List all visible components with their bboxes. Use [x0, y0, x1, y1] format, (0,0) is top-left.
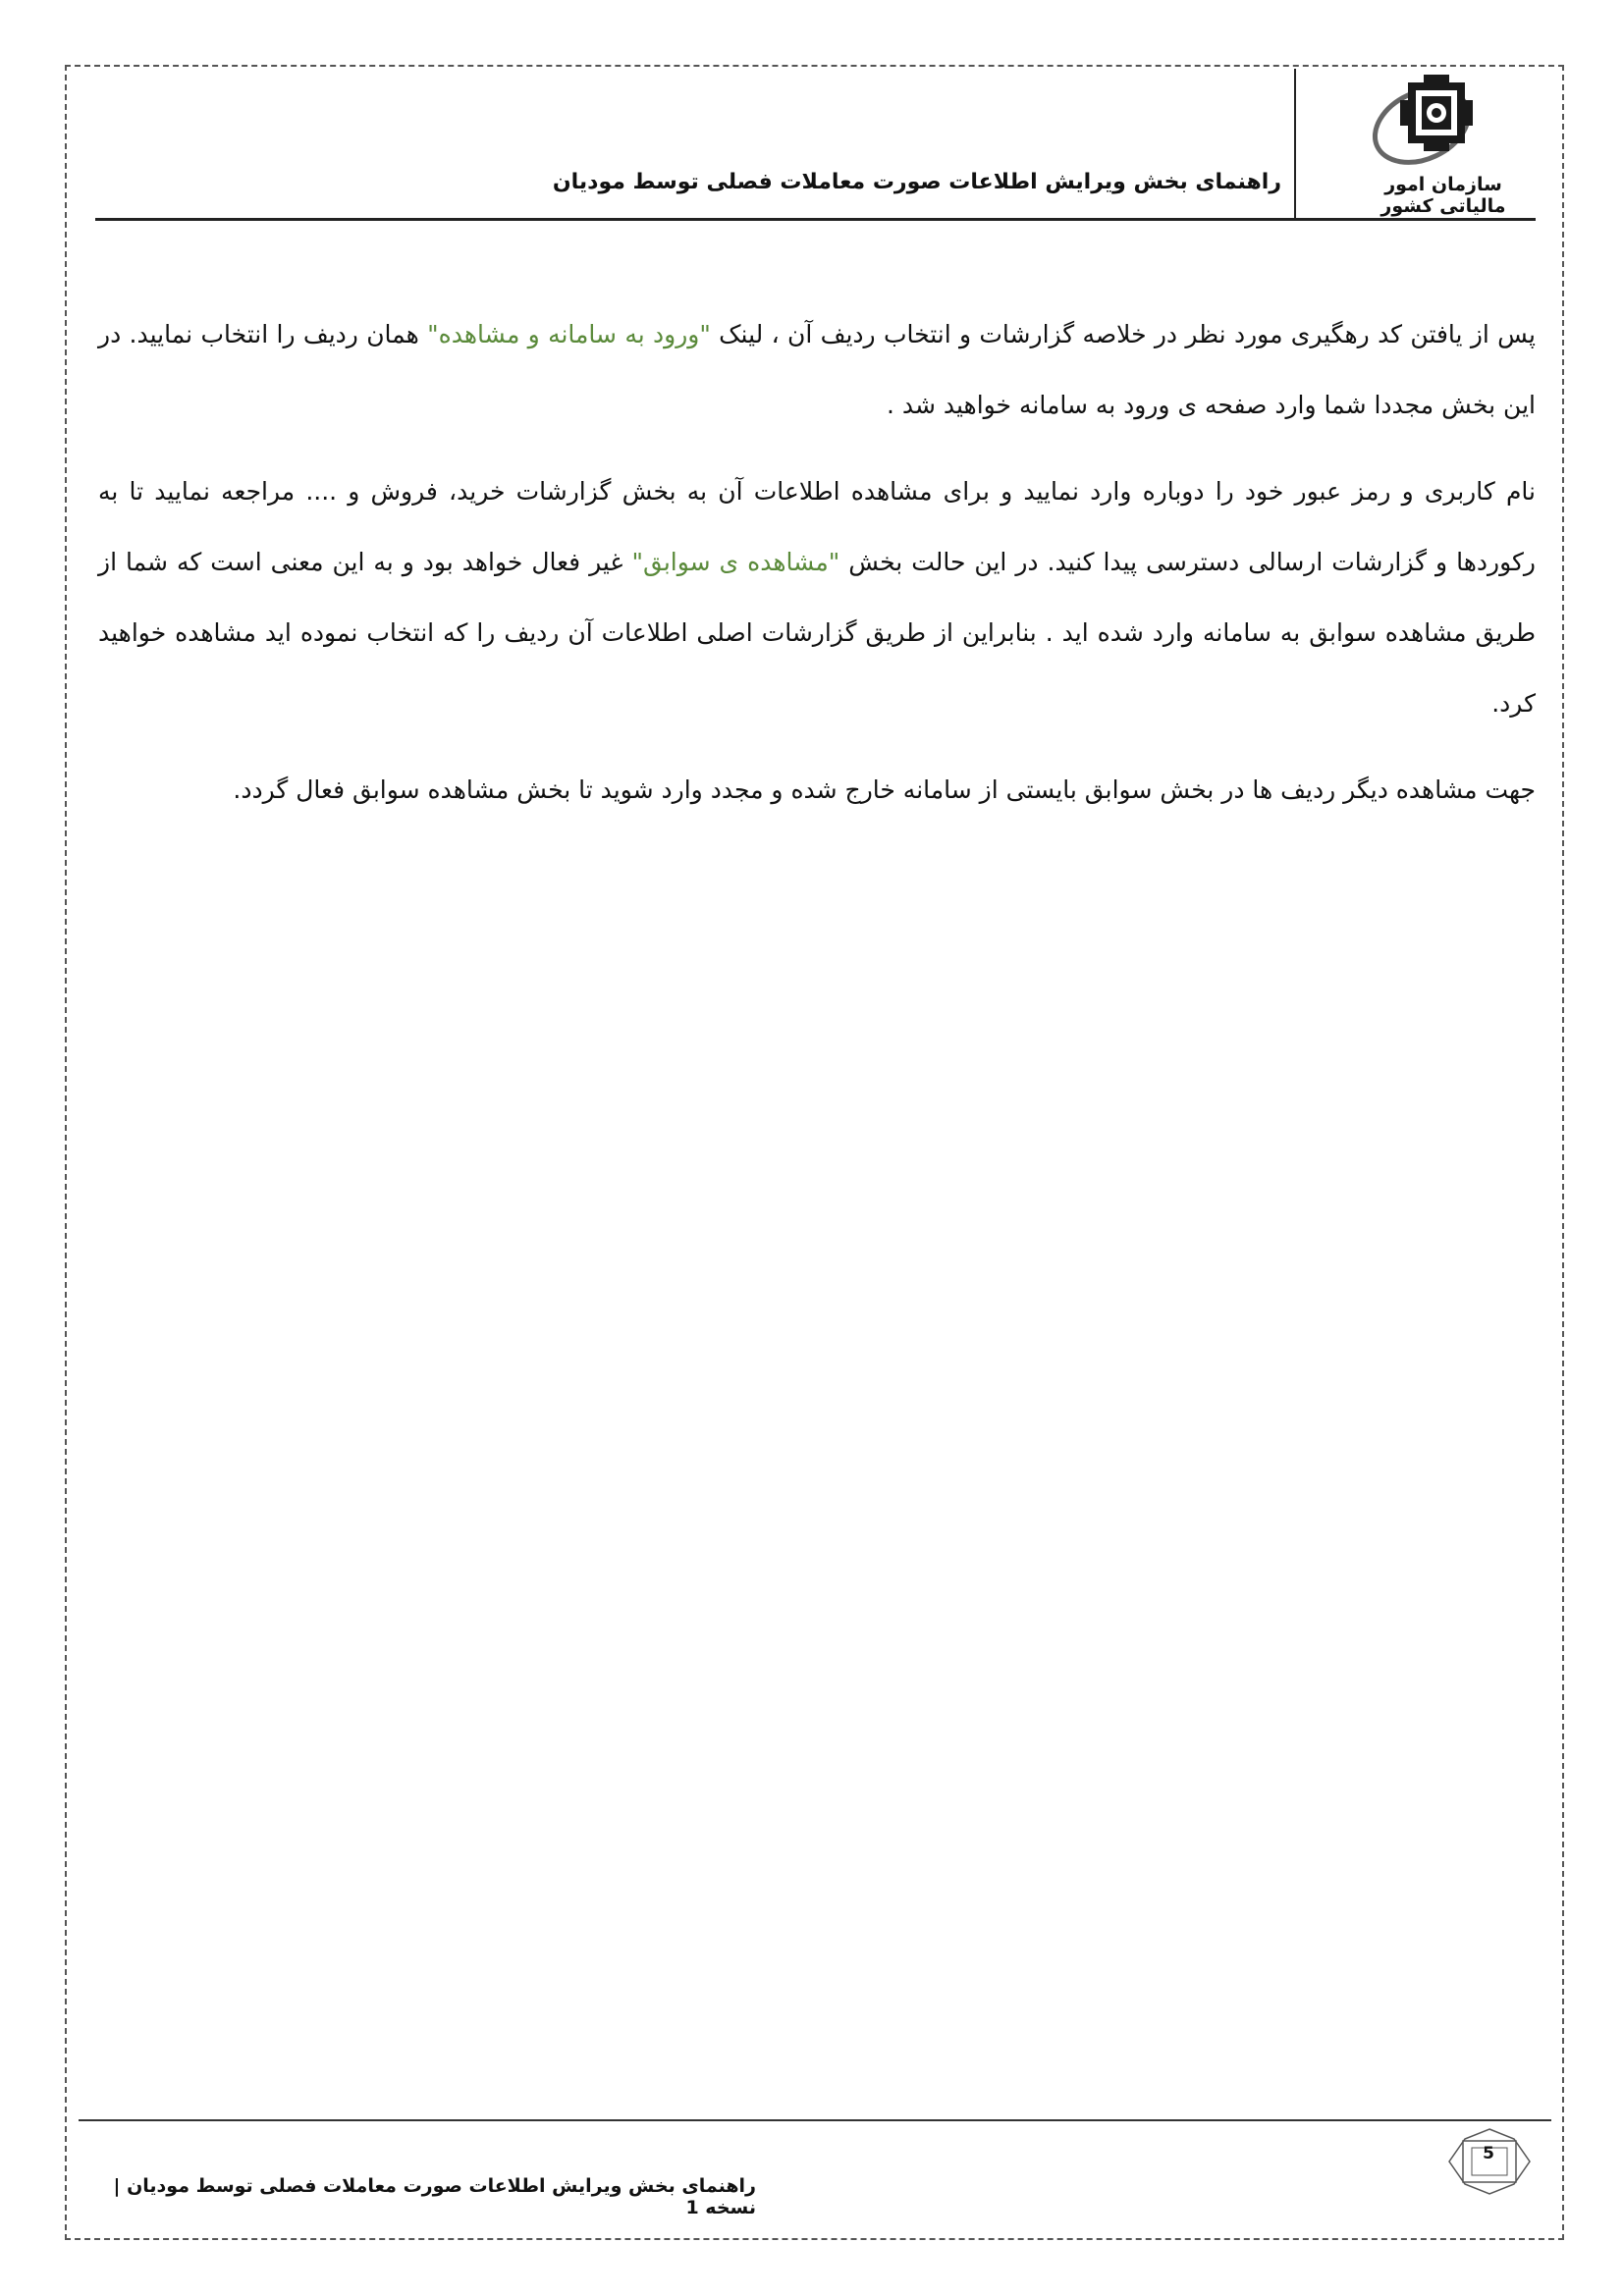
- footer-text: راهنمای بخش ویرایش اطلاعات صورت معاملات فصلی توسط مودیان | نسخه 1: [113, 2175, 756, 2218]
- paragraph-2: [98, 456, 1536, 739]
- login-and-view-link[interactable]: "ورود به سامانه و مشاهده": [427, 320, 711, 348]
- organization-name: سازمان امور مالیاتی کشور: [1380, 174, 1506, 217]
- paragraph-1-text-a: پس از یافتن کد رهگیری مورد نظر در خلاصه گزارشات و انتخاب ردیف آن ، لینک: [710, 320, 1536, 348]
- view-history-highlight: "مشاهده ی سوابق": [631, 548, 840, 576]
- document-title: راهنمای بخش ویرایش اطلاعات صورت معاملات فصلی توسط مودیان: [552, 170, 1281, 194]
- document-body: [98, 299, 1536, 841]
- paragraph-2-text-a: نام کاربری و رمز عبور خود را دوباره وارد نمایید و برای مشاهده اطلاعات آن به بخش گزارشات خرید، فروش و .... مراجعه نمایید تا به رکوردها و گزارشات ارسالی دسترسی پیدا کنید. در این حالت بخش: [98, 477, 1536, 576]
- header-rule: [95, 218, 1536, 221]
- page-number: 5: [1483, 2144, 1494, 2163]
- tax-organization-logo-icon: [1371, 71, 1488, 169]
- header-divider: [1294, 69, 1296, 218]
- paragraph-1: [98, 299, 1536, 441]
- paragraph-3: جهت مشاهده دیگر ردیف ها در بخش سوابق بایستی از سامانه خارج شده و مجدد وارد شوید تا بخش مشاهده سوابق فعال گردد.: [233, 775, 1536, 804]
- footer-rule: [79, 2119, 1551, 2121]
- paragraph-1-text-b: همان ردیف را انتخاب نمایید. در این بخش مجددا شما وارد صفحه ی ورود به سامانه خواهید شد .: [98, 320, 1536, 419]
- paragraph-2-text-b: غیر فعال خواهد بود و به این معنی است که شما از طریق مشاهده سوابق به سامانه وارد شده اید . بنابراین از طریق گزارشات اصلی اطلاعات آن ردیف را که انتخاب نموده اید مشاهده خواهید کرد.: [98, 548, 1536, 718]
